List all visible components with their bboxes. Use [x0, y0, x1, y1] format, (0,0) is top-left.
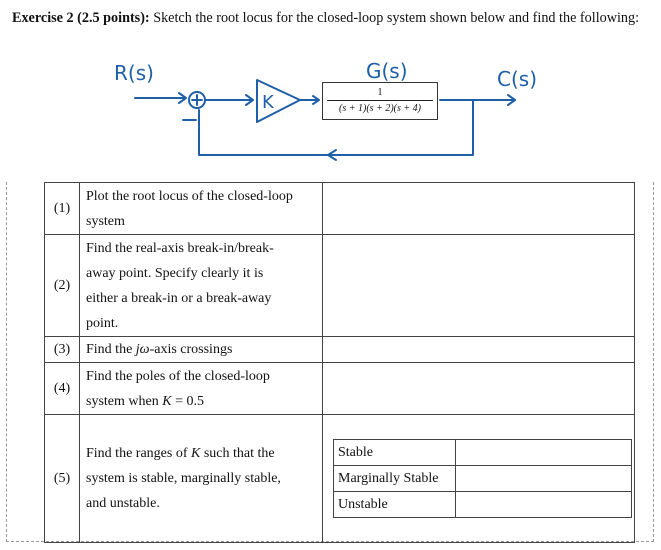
stability-label: Stable [334, 440, 456, 466]
question-number: (5) [45, 415, 80, 543]
question-line: away point. Specify clearly it is [86, 265, 264, 281]
exercise-text: Sketch the root locus for the closed-loop system shown below and find the following: [149, 10, 640, 26]
question-suffix: = 0.5 [171, 393, 204, 409]
gain-label: K [262, 92, 274, 113]
answer-cell[interactable] [323, 235, 635, 337]
transfer-function-block [322, 82, 438, 120]
question-line [86, 441, 318, 466]
question-prefix: Find the ranges of [86, 446, 191, 461]
question-line: system [86, 213, 125, 229]
table-row [45, 415, 635, 543]
stability-answer[interactable] [456, 466, 632, 492]
stability-answer[interactable] [456, 440, 632, 466]
question-number: (1) [45, 183, 80, 235]
stability-label: Unstable [334, 492, 456, 518]
table-row [45, 235, 635, 337]
table-row [45, 363, 635, 415]
answer-cell[interactable] [323, 363, 635, 415]
question-number: (3) [45, 337, 80, 363]
question-suffix: such that the [200, 446, 275, 461]
question-suffix: -axis crossings [149, 342, 233, 357]
stability-table [333, 439, 632, 518]
j-omega-symbol: jω [135, 342, 150, 357]
stability-answer[interactable] [456, 492, 632, 518]
exercise-label: Exercise 2 (2.5 points): [12, 10, 150, 26]
question-line: Plot the root locus of the closed-loop [86, 188, 293, 204]
table-row [334, 440, 632, 466]
k-variable: K [162, 393, 172, 409]
tf-fraction-bar [327, 100, 433, 101]
question-number: (2) [45, 235, 80, 337]
output-label: C(s) [497, 67, 537, 91]
question-line: Find the poles of the closed-loop [86, 368, 270, 384]
answer-cell [323, 415, 635, 543]
question-line: system is stable, marginally stable, [86, 471, 281, 486]
question-line: point. [86, 315, 119, 331]
table-row [334, 492, 632, 518]
question-line [86, 389, 318, 414]
answer-cell[interactable] [323, 183, 635, 235]
question-number: (4) [45, 363, 80, 415]
question-text [80, 235, 323, 337]
question-text [80, 337, 323, 363]
question-text [80, 363, 323, 415]
question-line: Find the real-axis break-in/break- [86, 240, 274, 256]
answer-cell[interactable] [323, 337, 635, 363]
sum-plus-sign [192, 95, 202, 105]
question-prefix: system when [86, 393, 163, 409]
k-variable: K [190, 446, 201, 461]
table-row [45, 183, 635, 235]
question-text [80, 415, 323, 543]
plant-label: G(s) [366, 59, 408, 83]
tf-numerator: 1 [377, 87, 383, 98]
question-prefix: Find the [86, 342, 136, 357]
table-row [334, 466, 632, 492]
tf-denominator: (s + 1)(s + 2)(s + 4) [339, 103, 421, 114]
question-text [80, 183, 323, 235]
question-line: either a break-in or a break-away [86, 290, 272, 306]
table-row [45, 337, 635, 363]
exercise-table [44, 182, 635, 543]
stability-label: Marginally Stable [334, 466, 456, 492]
question-line: and unstable. [86, 496, 160, 511]
input-label: R(s) [114, 61, 154, 85]
